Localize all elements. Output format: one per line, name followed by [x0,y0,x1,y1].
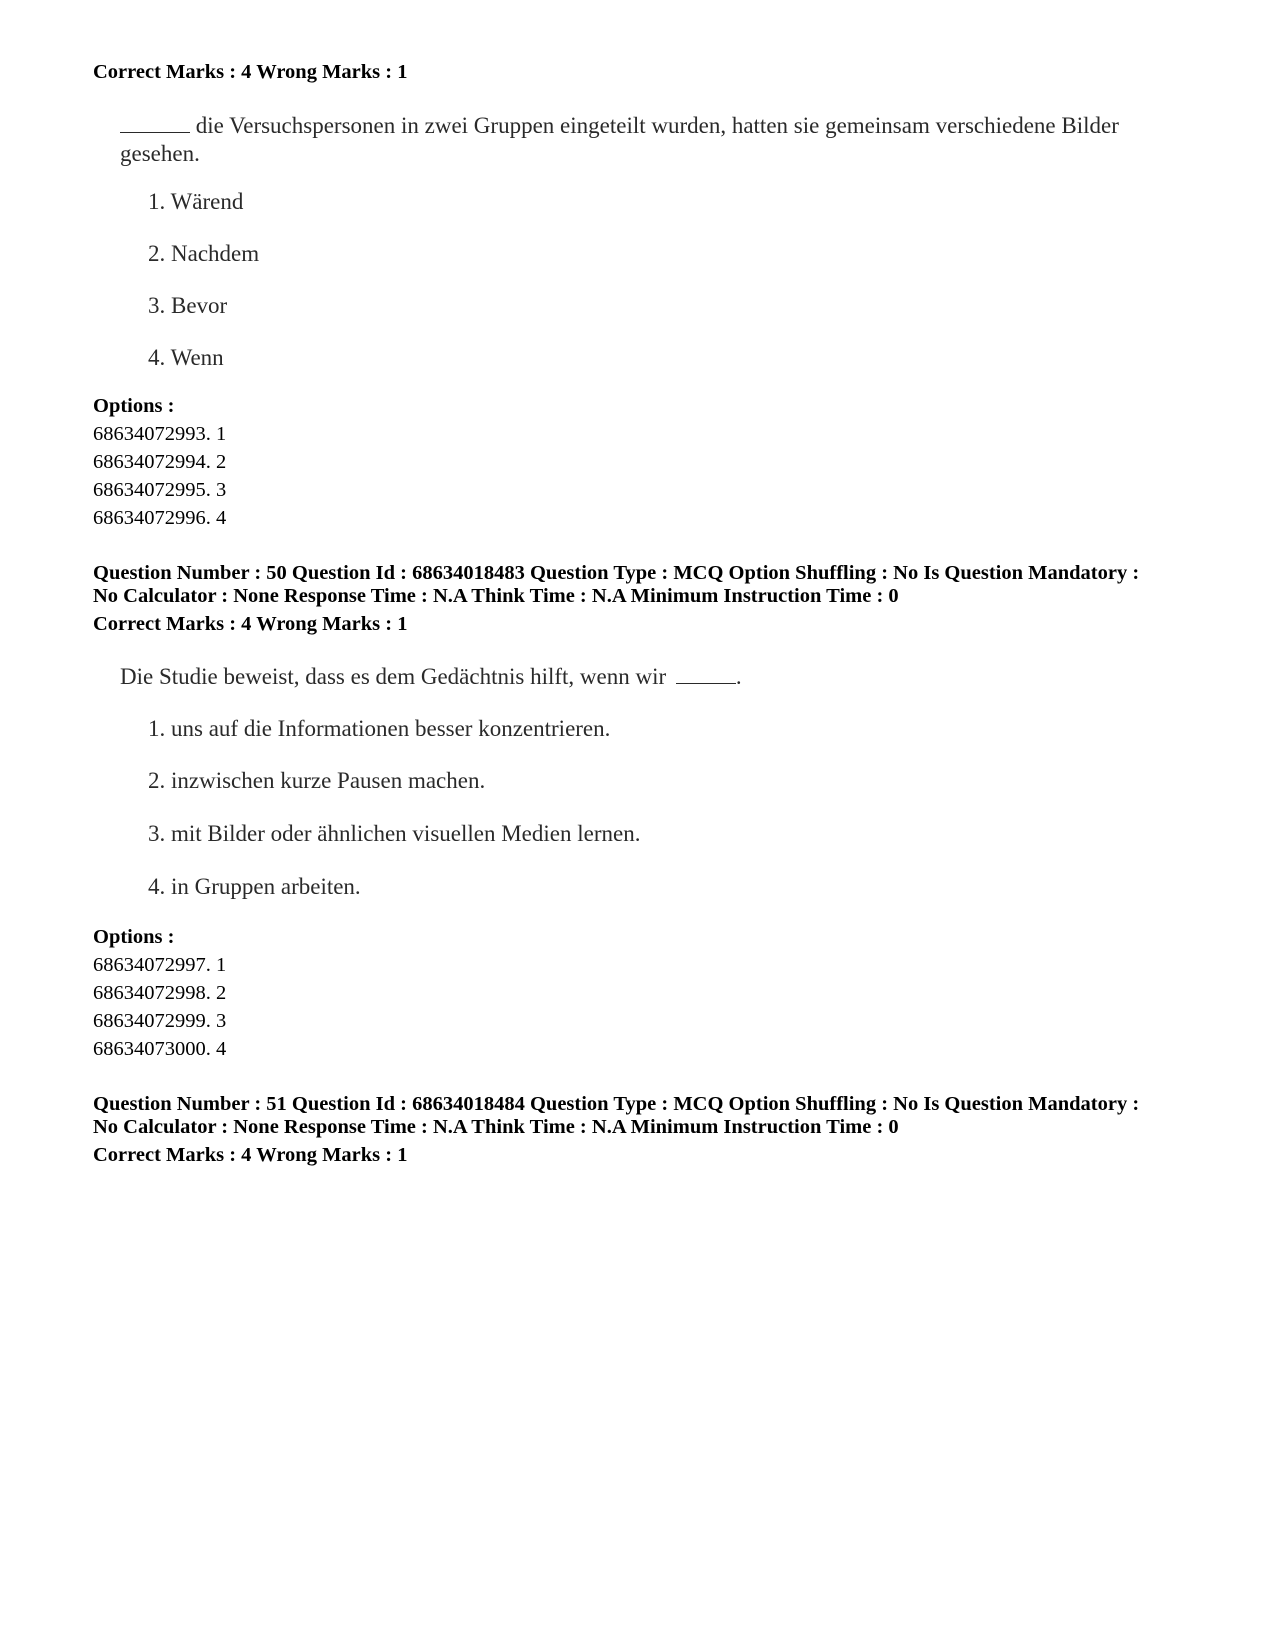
question-header: Question Number : 51 Question Id : 68634018484 Question Type : MCQ Option Shuffling : No Is Question Mandatory : [93,1093,1140,1115]
option-item: 68634072994. 2 [93,451,227,473]
question-choice: 2. inzwischen kurze Pausen machen. [148,768,486,793]
question-header: Question Number : 50 Question Id : 68634018483 Question Type : MCQ Option Shuffling : No Is Question Mandatory : [93,562,1140,584]
question-choice: 1. Wärend [148,189,244,214]
question-choice: 4. in Gruppen arbeiten. [148,874,361,899]
option-item: 68634073000. 4 [93,1038,227,1060]
option-item: 68634072997. 1 [93,954,227,976]
option-item: 68634072998. 2 [93,982,227,1004]
question-text [120,663,1180,691]
question-choice: 3. Bevor [148,293,228,318]
question-header: No Calculator : None Response Time : N.A Think Time : N.A Minimum Instruction Time : 0 [93,1116,899,1138]
sentence-end: . [735,664,742,689]
option-item: 68634072999. 3 [93,1010,227,1032]
option-item: 68634072996. 4 [93,507,227,529]
question-sentence: Die Studie beweist, dass es dem Gedächtnis hilft, wenn wir [120,664,667,689]
option-item: 68634072995. 3 [93,479,227,501]
marks-line: Correct Marks : 4 Wrong Marks : 1 [93,61,408,83]
question-choice: 4. Wenn [148,345,224,370]
answer-blank [120,114,190,133]
options-label: Options : [93,926,175,948]
marks-line: Correct Marks : 4 Wrong Marks : 1 [93,613,408,635]
question-header: No Calculator : None Response Time : N.A Think Time : N.A Minimum Instruction Time : 0 [93,585,899,607]
question-sentence: die Versuchspersonen in zwei Gruppen eingeteilt wurden, hatten sie gemeinsam verschiedene Bilder gesehen. [120,113,1119,166]
option-item: 68634072993. 1 [93,423,227,445]
question-choice: 2. Nachdem [148,241,260,266]
question-text [120,112,1180,168]
question-choice: 3. mit Bilder oder ähnlichen visuellen Medien lernen. [148,821,641,846]
answer-blank [676,665,736,684]
question-choice: 1. uns auf die Informationen besser konzentrieren. [148,716,611,741]
options-label: Options : [93,395,175,417]
marks-line: Correct Marks : 4 Wrong Marks : 1 [93,1144,408,1166]
